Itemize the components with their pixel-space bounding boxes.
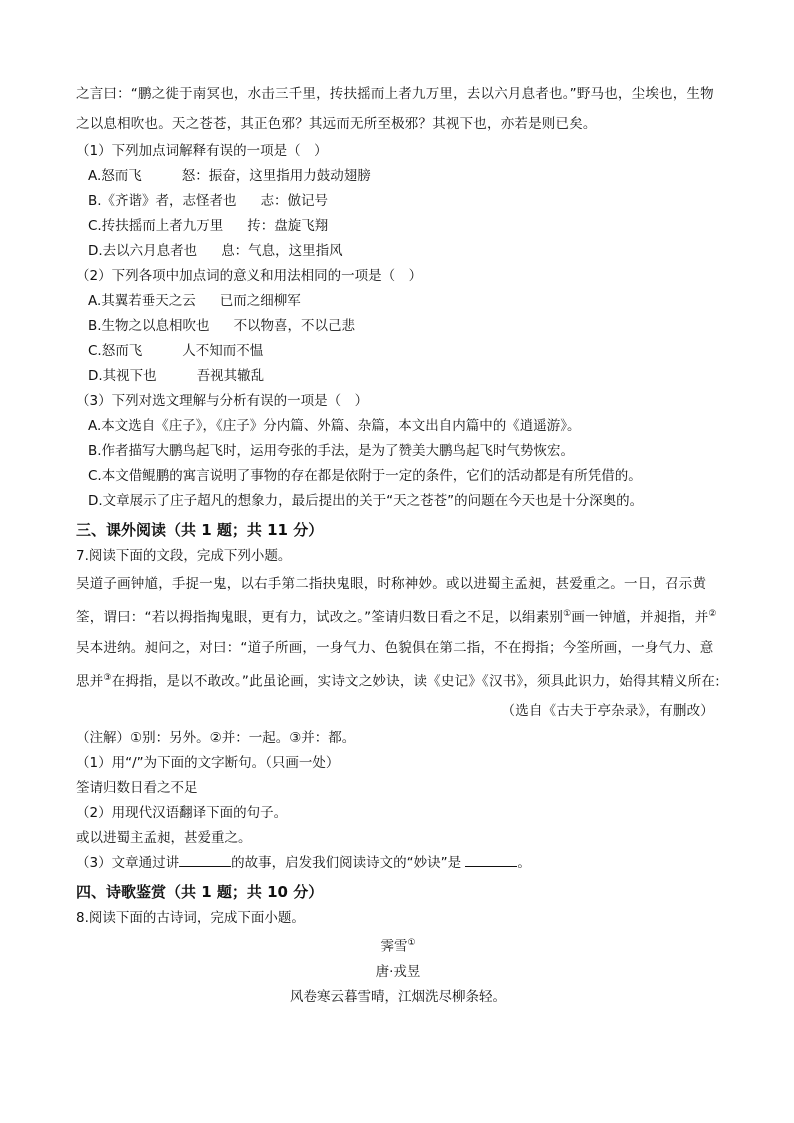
q6-sub2-option-d — [76, 364, 720, 389]
q6-sub3-option-a: A.本文选自《庄子》，《庄子》分内篇、外篇、杂篇，本文出自内篇中的《逍遥游》。 — [88, 418, 581, 434]
q6-sub3-stem: （3）下列对选文理解与分析有误的一项是（ ） — [76, 393, 369, 409]
q6-sub2-option-a — [76, 289, 720, 314]
q6-sub1-option-c — [76, 214, 720, 239]
q7-sub1-stem: （1）用“/”为下面的文字断句。（只画一处） — [76, 755, 340, 771]
note-mark: ③ — [103, 672, 112, 683]
q6-sub1-option-d — [76, 239, 720, 264]
option-text: A.其翼若垂天之云 — [88, 293, 196, 309]
option-explanation: 怒：振奋，这里指用力鼓动翅膀 — [181, 168, 371, 184]
q7-sub1-text: 筌请归数日看之不足 — [76, 780, 198, 796]
answer-blank[interactable] — [465, 854, 517, 867]
q7-notes: （注解）①别：另外。②并：一起。③并：都。 — [76, 730, 356, 746]
q6-sub2-option-c — [76, 339, 720, 364]
option-explanation: 息：气息，这里指风 — [221, 243, 343, 259]
option-explanation: 志：倣记号 — [260, 193, 329, 209]
poem-author: 唐·戎昱 — [375, 963, 421, 980]
q6-sub1-option-b — [76, 189, 720, 214]
q7-source: （选自《古夫于亭杂录》，有删改） — [501, 703, 714, 719]
note-mark: ① — [563, 609, 572, 619]
q6-sub3-option-d: D.文章展示了庄子超凡的想象力，最后提出的关于“天之苍苍”的问题在今天也是十分深奥的。 — [88, 493, 644, 509]
q6-sub1-option-a — [76, 164, 720, 189]
q8-lead: 8.阅读下面的古诗词，完成下面小题。 — [76, 910, 305, 926]
option-compare: 吾视其辙乱 — [196, 368, 265, 384]
answer-blank[interactable] — [179, 854, 231, 867]
q6-sub3-option-c: C.本文借鲲鹏的寓言说明了事物的存在都是依附于一定的条件，它们的活动都是有所凭借的。 — [88, 468, 642, 484]
option-compare: 已而之细柳军 — [219, 293, 301, 309]
note-mark: ② — [708, 609, 717, 619]
q6-passage: 之言曰：“鹏之徙于南冥也，水击三千里，抟扶摇而上者九万里，去以六月息者也。”野马也，尘埃也，生物之以息相吹也。天之苍苍，其正色邪？其远而无所至极邪？其视下也，亦若是则已矣。 — [76, 86, 714, 132]
section-title-extracurricular: 三、课外阅读（共 1 题；共 11 分） — [76, 521, 324, 539]
q7-passage: 吴道子画钟馗，手捉一鬼，以右手第二指抉鬼眼，时称神妙。或以进蜀主孟昶，甚爱重之。一日，召示黄筌，谓曰：“若以拇指掏鬼眼，更有力，试改之。”筌请归数日看之不足，以绢素别①画一钟馗，并昶指，并②吴本进纳。昶问之，对曰：“道子所画，一身气力、色貌俱在第二指，不在拇指；今筌所画，一身气力、意思并③在拇指，是以不敢改。”此虽论画，实诗文之妙诀，读《史记》《汉书》，须具此识力，始得其精义所在: — [76, 576, 720, 689]
option-compare: 不以物喜，不以己悲 — [233, 318, 356, 334]
poem-line: 风卷寒云暮雪晴，江烟洗尽柳条轻。 — [290, 988, 506, 1005]
q6-sub2-stem: （2）下列各项中加点词的意义和用法相同的一项是（ ） — [76, 268, 423, 284]
q7-lead: 7.阅读下面的文段，完成下列小题。 — [76, 548, 292, 564]
q6-sub2-option-b — [76, 314, 720, 339]
option-text: D.其视下也 — [88, 368, 157, 384]
option-text: A.怒而飞 — [88, 168, 142, 184]
q6-sub3-option-b: B.作者描写大鹏鸟起飞时，运用夸张的手法，是为了赞美大鹏鸟起飞时气势恢宏。 — [88, 443, 575, 459]
option-explanation: 抟：盘旋飞翔 — [247, 218, 329, 234]
option-text: B.《齐谐》者，志怪者也 — [88, 193, 237, 209]
section-title-poetry: 四、诗歌鉴赏（共 1 题；共 10 分） — [76, 883, 324, 901]
q7-sub3: （3）文章通过讲 的故事，启发我们阅读诗文的“妙诀”是 。 — [76, 855, 531, 871]
q6-sub1-stem: （1）下列加点词解释有误的一项是（ ） — [76, 143, 328, 159]
option-text: C.怒而飞 — [88, 343, 143, 359]
page-content — [76, 79, 720, 1010]
q7-sub2-stem: （2）用现代汉语翻译下面的句子。 — [76, 805, 288, 821]
note-mark: ① — [407, 938, 416, 948]
option-compare: 人不知而不愠 — [182, 343, 264, 359]
option-text: C.抟扶摇而上者九万里 — [88, 218, 224, 234]
poem-title: 霁雪① — [380, 938, 416, 955]
option-text: B.生物之以息相吹也 — [88, 318, 210, 334]
q7-sub2-text: 或以进蜀主孟昶，甚爱重之。 — [76, 830, 252, 846]
option-text: D.去以六月息者也 — [88, 243, 198, 259]
